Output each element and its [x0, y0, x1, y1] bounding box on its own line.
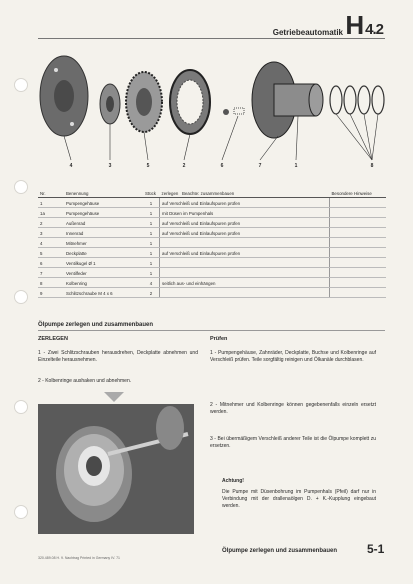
row-notes — [330, 248, 387, 258]
table-row — [38, 208, 386, 218]
callout-number: 6 — [220, 163, 224, 169]
footer-title: Ölpumpe zerlegen und zusammenbauen — [222, 548, 338, 554]
callout-number: 5 — [146, 163, 150, 169]
row-name: Pumpengehäuse — [64, 208, 143, 218]
callout-number: 7 — [258, 163, 262, 169]
punch-hole — [14, 400, 28, 414]
row-nr: 3 — [38, 228, 64, 238]
table-row — [38, 278, 386, 288]
header-rule — [38, 38, 385, 39]
callout-number: 2 — [182, 163, 186, 169]
row-notes — [330, 288, 387, 298]
row-notes — [330, 238, 387, 248]
row-action — [160, 288, 330, 298]
col-nr: Nr. — [38, 183, 64, 198]
row-notes — [330, 268, 387, 278]
header-code-letter: H — [345, 10, 364, 40]
row-nr: 5 — [38, 248, 64, 258]
row-notes — [330, 218, 387, 228]
row-name: Ventilkugel Ø 1 — [64, 258, 143, 268]
row-name: Pumpengehäuse — [64, 198, 143, 208]
col-check-label: Beachte: zusammenbauen — [182, 191, 235, 196]
section-title: Ölpumpe zerlegen und zusammenbauen — [38, 322, 154, 328]
row-nr: 1 — [38, 198, 64, 208]
table-row — [38, 258, 386, 268]
col-name: Benennung — [64, 183, 143, 198]
row-notes — [330, 258, 387, 268]
col-action-label: zerlegen — [161, 191, 179, 196]
row-action — [160, 258, 330, 268]
row-nr: 2 — [38, 218, 64, 228]
table-row — [38, 248, 386, 258]
caution-box — [210, 478, 376, 510]
row-action: seitlich aus- und einhängen — [160, 278, 330, 288]
row-name: Außenrad — [64, 218, 143, 228]
row-qty: 1 — [143, 258, 160, 268]
punch-hole — [14, 505, 28, 519]
parts-table — [38, 183, 386, 298]
row-qty: 2 — [143, 288, 160, 298]
row-qty: 1 — [143, 268, 160, 278]
row-nr: 1a — [38, 208, 64, 218]
caution-text: Die Pumpe mit Düsenbohrung im Pumpenhals (Pfeil) darf nur in Verbindung mit der drallenaölgen D. + K.-Kupplung eingebaut werden. — [222, 489, 376, 509]
row-nr: 8 — [38, 278, 64, 288]
row-name: Kolbenring — [64, 278, 143, 288]
footer-print-info: 320.489.08 H. 9. Nachtrag Printed in Germany IV. 71 — [38, 556, 120, 560]
header-code — [345, 10, 383, 41]
row-name: Ventilfeder — [64, 268, 143, 278]
row-nr: 7 — [38, 268, 64, 278]
inspect-heading: Prüfen — [210, 336, 228, 342]
row-qty: 4 — [143, 278, 160, 288]
callout-number: 3 — [108, 163, 112, 169]
piston-ring — [330, 86, 342, 114]
disassemble-heading: ZERLEGEN — [38, 336, 68, 342]
row-name: Schlitzschraube M 4 x 6 — [64, 288, 143, 298]
row-action — [160, 268, 330, 278]
col-qty: Stück — [143, 183, 160, 198]
page-number: 5-1 — [367, 542, 385, 556]
table-row — [38, 218, 386, 228]
row-qty: 1 — [143, 208, 160, 218]
table-row — [38, 268, 386, 278]
row-action — [160, 238, 330, 248]
table-row — [38, 288, 386, 298]
piston-ring — [358, 86, 370, 114]
piston-ring — [344, 86, 356, 114]
row-qty: 1 — [143, 228, 160, 238]
row-qty: 1 — [143, 248, 160, 258]
row-qty: 1 — [143, 198, 160, 208]
row-notes — [330, 208, 387, 218]
table-row — [38, 228, 386, 238]
row-qty: 1 — [143, 218, 160, 228]
section-rule — [38, 330, 385, 331]
disassemble-step-1: 1 - Zwei Schlitzschrauben herausdrehen, Deckplatte abnehmen und Einzelteile herausnehmen. — [38, 350, 198, 363]
callout-number: 4 — [69, 163, 73, 169]
punch-hole — [14, 78, 28, 92]
row-action: auf Verschleiß und Einlaufspuren prüfen — [160, 198, 330, 208]
callout-number: 1 — [294, 163, 298, 169]
row-action: auf Verschleiß und Einlaufspuren prüfen — [160, 228, 330, 238]
row-action: auf Verschleiß und Einlaufspuren prüfen — [160, 248, 330, 258]
col-action — [160, 183, 330, 198]
table-header-row — [38, 183, 386, 198]
row-action: mit Düsen im Pumpenhals — [160, 208, 330, 218]
row-name: Deckplatte — [64, 248, 143, 258]
exploded-view-illustration — [38, 40, 386, 175]
row-notes — [330, 278, 387, 288]
punch-hole — [14, 180, 28, 194]
piston-ring — [372, 86, 384, 114]
header-title: Getriebeautomatik — [272, 28, 343, 37]
row-nr: 6 — [38, 258, 64, 268]
col-notes: Besondere Hinweise — [330, 183, 387, 198]
header-code-number: 4.2 — [365, 21, 383, 38]
row-name: Mitnehmer — [64, 238, 143, 248]
inspect-step-1: 1 - Pumpengehäuse, Zahnräder, Deckplatte, Buchse und Kolbenringe auf Verschleiß prüfen. Teile sorgfältig reinigen und Ölkanäle durchblasen. — [210, 350, 376, 363]
callout-number: 8 — [370, 163, 374, 169]
valve-spring — [234, 108, 244, 114]
valve-ball — [223, 109, 229, 115]
arrow-down-icon — [104, 392, 124, 402]
caution-title: Achtung! — [222, 478, 244, 484]
row-name: Innenrad — [64, 228, 143, 238]
row-nr: 4 — [38, 238, 64, 248]
row-nr: 9 — [38, 288, 64, 298]
row-action: auf Verschleiß und Einlaufspuren prüfen — [160, 218, 330, 228]
disassemble-step-2: 2 - Kolbenringe aushaken und abnehmen. — [38, 378, 132, 384]
row-notes — [330, 198, 387, 208]
table-row — [38, 238, 386, 248]
table-row — [38, 198, 386, 208]
inspect-step-3: 3 - Bei übermäßigem Verschleiß anderer Teile ist die Ölpumpe komplett zu ersetzen. — [210, 436, 376, 449]
disassembly-photo — [38, 404, 194, 534]
inspect-step-2: 2 - Mitnehmer und Kolbenringe können gegebenenfalls einzeln ersetzt werden. — [210, 402, 376, 415]
row-notes — [330, 228, 387, 238]
row-qty: 1 — [143, 238, 160, 248]
punch-hole — [14, 290, 28, 304]
